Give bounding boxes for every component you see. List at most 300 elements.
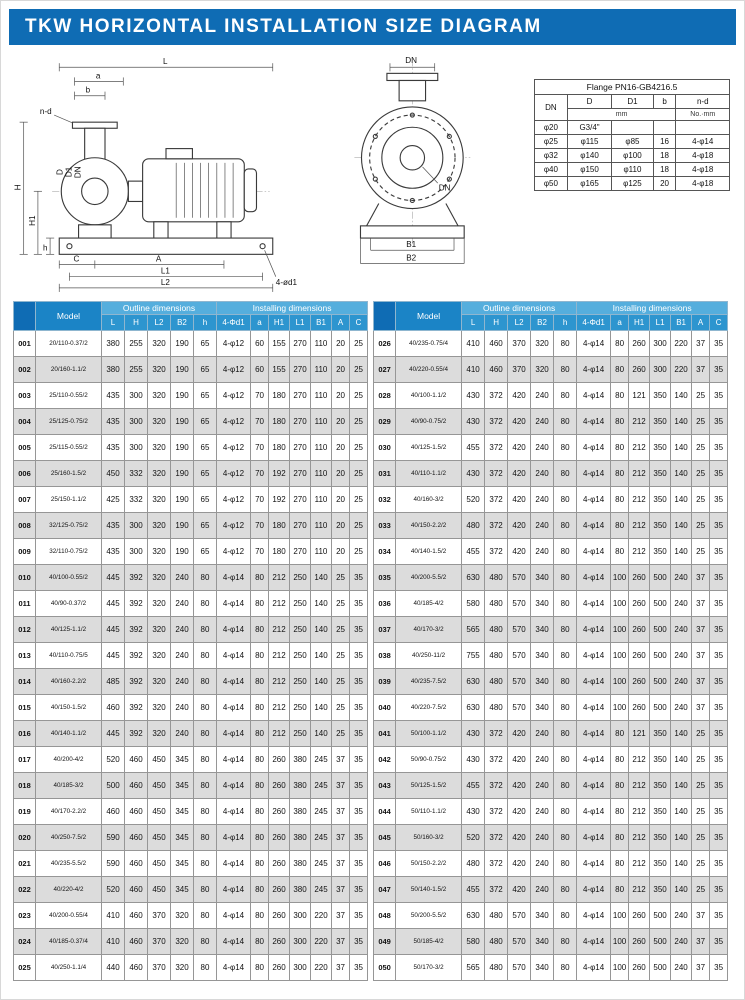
value-cell: 80 xyxy=(251,799,269,825)
value-cell: 4-φ14 xyxy=(217,747,251,773)
outline-group-header: Outline dimensions xyxy=(102,302,217,315)
value-cell: 80 xyxy=(251,565,269,591)
value-cell: 350 xyxy=(650,435,671,461)
value-cell: 520 xyxy=(102,747,125,773)
value-cell: 4-φ14 xyxy=(577,591,611,617)
value-cell: 500 xyxy=(650,591,671,617)
value-cell: 80 xyxy=(554,851,577,877)
model-cell: 40/220-7.5/2 xyxy=(396,695,462,721)
value-cell: 37 xyxy=(692,565,710,591)
value-cell: 565 xyxy=(462,955,485,981)
value-cell: 37 xyxy=(692,695,710,721)
value-cell: 300 xyxy=(125,539,148,565)
value-cell: 212 xyxy=(269,591,290,617)
flange-table-wrap xyxy=(534,79,730,191)
value-cell: 212 xyxy=(629,487,650,513)
value-cell: 630 xyxy=(462,695,485,721)
table-row xyxy=(14,851,368,877)
value-cell: 392 xyxy=(125,721,148,747)
model-cell: 40/185-0.37/4 xyxy=(36,929,102,955)
value-cell: 4-φ14 xyxy=(217,591,251,617)
value-cell: 80 xyxy=(554,461,577,487)
flange-value-cell: 20 xyxy=(653,177,676,191)
value-cell: 392 xyxy=(125,617,148,643)
value-cell: 80 xyxy=(194,799,217,825)
drawings-section xyxy=(9,45,736,295)
value-cell: 80 xyxy=(251,617,269,643)
value-cell: 500 xyxy=(650,929,671,955)
row-number: 015 xyxy=(14,695,36,721)
value-cell: 121 xyxy=(629,721,650,747)
model-cell: 40/160-2.2/2 xyxy=(36,669,102,695)
value-cell: 20 xyxy=(332,409,350,435)
value-cell: 372 xyxy=(485,877,508,903)
col-C: C xyxy=(350,315,368,331)
value-cell: 4-φ12 xyxy=(217,409,251,435)
value-cell: 420 xyxy=(508,513,531,539)
value-cell: 25 xyxy=(692,721,710,747)
value-cell: 20 xyxy=(332,487,350,513)
value-cell: 245 xyxy=(311,773,332,799)
value-cell: 80 xyxy=(194,903,217,929)
value-cell: 80 xyxy=(611,487,629,513)
value-cell: 4-φ14 xyxy=(577,799,611,825)
value-cell: 37 xyxy=(692,903,710,929)
value-cell: 460 xyxy=(485,357,508,383)
table-row xyxy=(14,409,368,435)
value-cell: 240 xyxy=(671,669,692,695)
value-cell: 65 xyxy=(194,539,217,565)
value-cell: 80 xyxy=(251,669,269,695)
value-cell: 35 xyxy=(350,799,368,825)
value-cell: 240 xyxy=(671,643,692,669)
flange-row xyxy=(535,135,730,149)
value-cell: 80 xyxy=(194,721,217,747)
value-cell: 460 xyxy=(485,331,508,357)
value-cell: 140 xyxy=(311,565,332,591)
value-cell: 4-φ14 xyxy=(217,643,251,669)
table-row xyxy=(14,539,368,565)
col-B1: B1 xyxy=(671,315,692,331)
model-cell: 20/110-0.37/2 xyxy=(36,331,102,357)
value-cell: 245 xyxy=(311,747,332,773)
value-cell: 100 xyxy=(611,643,629,669)
value-cell: 80 xyxy=(554,955,577,981)
col-B1: B1 xyxy=(311,315,332,331)
value-cell: 345 xyxy=(171,747,194,773)
value-cell: 35 xyxy=(710,955,728,981)
value-cell: 80 xyxy=(194,565,217,591)
value-cell: 435 xyxy=(102,383,125,409)
value-cell: 35 xyxy=(710,617,728,643)
value-cell: 140 xyxy=(671,773,692,799)
value-cell: 320 xyxy=(148,591,171,617)
value-cell: 4-φ14 xyxy=(577,409,611,435)
value-cell: 240 xyxy=(531,799,554,825)
value-cell: 345 xyxy=(171,877,194,903)
value-cell: 80 xyxy=(611,383,629,409)
value-cell: 245 xyxy=(311,851,332,877)
model-cell: 50/185-4/2 xyxy=(396,929,462,955)
value-cell: 320 xyxy=(171,955,194,981)
value-cell: 240 xyxy=(531,409,554,435)
value-cell: 245 xyxy=(311,825,332,851)
model-header: Model xyxy=(396,302,462,331)
value-cell: 25 xyxy=(692,461,710,487)
dim-label-D1: D1 xyxy=(64,166,74,178)
value-cell: 20 xyxy=(332,513,350,539)
value-cell: 445 xyxy=(102,721,125,747)
value-cell: 80 xyxy=(251,721,269,747)
value-cell: 220 xyxy=(311,929,332,955)
flange-row xyxy=(535,163,730,177)
value-cell: 37 xyxy=(332,799,350,825)
dim-label-h: h xyxy=(42,243,48,253)
value-cell: 430 xyxy=(462,747,485,773)
value-cell: 80 xyxy=(194,825,217,851)
col-L2: L2 xyxy=(148,315,171,331)
value-cell: 480 xyxy=(485,955,508,981)
value-cell: 250 xyxy=(290,617,311,643)
value-cell: 180 xyxy=(269,539,290,565)
value-cell: 80 xyxy=(554,591,577,617)
value-cell: 60 xyxy=(251,357,269,383)
flange-col-nd: n-d xyxy=(676,95,730,109)
value-cell: 340 xyxy=(531,955,554,981)
value-cell: 240 xyxy=(531,851,554,877)
value-cell: 270 xyxy=(290,383,311,409)
value-cell: 372 xyxy=(485,487,508,513)
value-cell: 190 xyxy=(171,357,194,383)
row-number: 018 xyxy=(14,773,36,799)
value-cell: 460 xyxy=(102,695,125,721)
value-cell: 392 xyxy=(125,565,148,591)
value-cell: 25 xyxy=(692,825,710,851)
value-cell: 140 xyxy=(671,461,692,487)
value-cell: 140 xyxy=(671,747,692,773)
flange-dn-cell: φ25 xyxy=(535,135,568,149)
value-cell: 372 xyxy=(485,383,508,409)
value-cell: 4-φ14 xyxy=(217,877,251,903)
value-cell: 460 xyxy=(102,799,125,825)
value-cell: 430 xyxy=(462,721,485,747)
value-cell: 350 xyxy=(650,747,671,773)
page-title-text: TKW HORIZONTAL INSTALLATION SIZE DIAGRAM xyxy=(25,16,542,37)
value-cell: 435 xyxy=(102,435,125,461)
value-cell: 570 xyxy=(508,669,531,695)
value-cell: 455 xyxy=(462,773,485,799)
value-cell: 340 xyxy=(531,565,554,591)
model-cell: 32/110-0.75/2 xyxy=(36,539,102,565)
value-cell: 4-φ14 xyxy=(217,851,251,877)
value-cell: 140 xyxy=(671,409,692,435)
pump-side-view-drawing xyxy=(11,51,321,295)
value-cell: 370 xyxy=(148,903,171,929)
value-cell: 37 xyxy=(332,773,350,799)
row-number: 028 xyxy=(374,383,396,409)
value-cell: 480 xyxy=(485,565,508,591)
value-cell: 192 xyxy=(269,461,290,487)
value-cell: 270 xyxy=(290,435,311,461)
value-cell: 240 xyxy=(671,929,692,955)
value-cell: 350 xyxy=(650,773,671,799)
model-cell: 40/250-1.1/4 xyxy=(36,955,102,981)
value-cell: 25 xyxy=(332,591,350,617)
table-row xyxy=(14,643,368,669)
value-cell: 372 xyxy=(485,825,508,851)
value-cell: 80 xyxy=(554,357,577,383)
value-cell: 380 xyxy=(102,331,125,357)
model-header: Model xyxy=(36,302,102,331)
value-cell: 25 xyxy=(692,773,710,799)
value-cell: 320 xyxy=(148,357,171,383)
table-row xyxy=(14,617,368,643)
value-cell: 4-φ12 xyxy=(217,461,251,487)
install-group-header: Installing dimensions xyxy=(217,302,368,315)
value-cell: 455 xyxy=(462,539,485,565)
row-number: 017 xyxy=(14,747,36,773)
model-cell: 50/90-0.75/2 xyxy=(396,747,462,773)
model-cell: 50/150-2.2/2 xyxy=(396,851,462,877)
value-cell: 570 xyxy=(508,929,531,955)
table-row xyxy=(14,669,368,695)
value-cell: 380 xyxy=(102,357,125,383)
value-cell: 80 xyxy=(251,747,269,773)
value-cell: 480 xyxy=(485,617,508,643)
model-cell: 40/140-1.5/2 xyxy=(396,539,462,565)
value-cell: 180 xyxy=(269,513,290,539)
value-cell: 140 xyxy=(671,487,692,513)
model-cell: 40/170-3/2 xyxy=(396,617,462,643)
value-cell: 80 xyxy=(251,591,269,617)
value-cell: 445 xyxy=(102,617,125,643)
col-L1: L1 xyxy=(650,315,671,331)
model-cell: 50/140-1.5/2 xyxy=(396,877,462,903)
value-cell: 25 xyxy=(350,461,368,487)
row-number: 013 xyxy=(14,643,36,669)
row-number: 001 xyxy=(14,331,36,357)
value-cell: 140 xyxy=(671,721,692,747)
dim-label-B1: B1 xyxy=(406,240,417,250)
value-cell: 4-φ14 xyxy=(217,955,251,981)
value-cell: 220 xyxy=(671,357,692,383)
value-cell: 4-φ14 xyxy=(577,487,611,513)
value-cell: 4-φ14 xyxy=(577,331,611,357)
value-cell: 80 xyxy=(194,929,217,955)
value-cell: 240 xyxy=(531,487,554,513)
value-cell: 35 xyxy=(710,799,728,825)
table-row xyxy=(14,357,368,383)
table-row xyxy=(374,539,728,565)
value-cell: 25 xyxy=(350,409,368,435)
value-cell: 190 xyxy=(171,383,194,409)
value-cell: 65 xyxy=(194,435,217,461)
value-cell: 25 xyxy=(350,539,368,565)
value-cell: 270 xyxy=(290,513,311,539)
value-cell: 190 xyxy=(171,435,194,461)
flange-value-cell: 4-φ18 xyxy=(676,177,730,191)
value-cell: 212 xyxy=(629,747,650,773)
value-cell: 35 xyxy=(350,643,368,669)
value-cell: 35 xyxy=(710,539,728,565)
table-row xyxy=(14,565,368,591)
dim-label-H: H xyxy=(13,184,23,191)
flange-dn-cell: φ20 xyxy=(535,121,568,135)
flange-value-cell xyxy=(612,121,653,135)
install-group-header: Installing dimensions xyxy=(577,302,728,315)
table-row xyxy=(374,357,728,383)
value-cell: 570 xyxy=(508,695,531,721)
row-number: 012 xyxy=(14,617,36,643)
value-cell: 80 xyxy=(611,539,629,565)
value-cell: 25 xyxy=(350,487,368,513)
value-cell: 190 xyxy=(171,461,194,487)
value-cell: 212 xyxy=(269,617,290,643)
value-cell: 35 xyxy=(710,461,728,487)
value-cell: 35 xyxy=(350,929,368,955)
flange-col-b: b xyxy=(653,95,676,109)
value-cell: 245 xyxy=(311,799,332,825)
value-cell: 220 xyxy=(311,955,332,981)
value-cell: 435 xyxy=(102,513,125,539)
value-cell: 155 xyxy=(269,331,290,357)
value-cell: 350 xyxy=(650,799,671,825)
row-number: 002 xyxy=(14,357,36,383)
table-row xyxy=(374,877,728,903)
value-cell: 80 xyxy=(251,695,269,721)
model-cell: 50/110-1.1/2 xyxy=(396,799,462,825)
value-cell: 37 xyxy=(692,643,710,669)
value-cell: 240 xyxy=(671,591,692,617)
value-cell: 392 xyxy=(125,643,148,669)
value-cell: 35 xyxy=(710,773,728,799)
dim-label-C: C xyxy=(73,254,80,264)
table-row xyxy=(14,695,368,721)
value-cell: 300 xyxy=(290,929,311,955)
model-cell: 50/160-3/2 xyxy=(396,825,462,851)
value-cell: 35 xyxy=(710,851,728,877)
value-cell: 372 xyxy=(485,461,508,487)
value-cell: 20 xyxy=(332,539,350,565)
value-cell: 4-φ14 xyxy=(577,461,611,487)
value-cell: 755 xyxy=(462,643,485,669)
value-cell: 445 xyxy=(102,565,125,591)
value-cell: 80 xyxy=(554,539,577,565)
value-cell: 35 xyxy=(710,565,728,591)
value-cell: 250 xyxy=(290,643,311,669)
value-cell: 35 xyxy=(710,591,728,617)
model-cell: 40/185-3/2 xyxy=(36,773,102,799)
value-cell: 4-φ14 xyxy=(217,773,251,799)
col-L: L xyxy=(462,315,485,331)
col-h: h xyxy=(554,315,577,331)
value-cell: 392 xyxy=(125,591,148,617)
value-cell: 121 xyxy=(629,383,650,409)
value-cell: 20 xyxy=(332,435,350,461)
value-cell: 340 xyxy=(531,929,554,955)
value-cell: 25 xyxy=(692,877,710,903)
value-cell: 80 xyxy=(554,747,577,773)
value-cell: 570 xyxy=(508,617,531,643)
value-cell: 80 xyxy=(251,903,269,929)
dim-label-b: b xyxy=(85,85,91,95)
value-cell: 100 xyxy=(611,565,629,591)
flange-unit-mm: mm xyxy=(567,109,676,121)
value-cell: 630 xyxy=(462,565,485,591)
value-cell: 590 xyxy=(102,825,125,851)
value-cell: 37 xyxy=(692,357,710,383)
value-cell: 580 xyxy=(462,591,485,617)
value-cell: 240 xyxy=(171,695,194,721)
value-cell: 110 xyxy=(311,461,332,487)
value-cell: 372 xyxy=(485,799,508,825)
value-cell: 4-φ14 xyxy=(577,383,611,409)
value-cell: 4-φ12 xyxy=(217,357,251,383)
value-cell: 25 xyxy=(350,435,368,461)
value-cell: 20 xyxy=(332,331,350,357)
flange-dn-cell: φ40 xyxy=(535,163,568,177)
value-cell: 35 xyxy=(350,617,368,643)
value-cell: 350 xyxy=(650,851,671,877)
col-H1: H1 xyxy=(269,315,290,331)
value-cell: 140 xyxy=(671,799,692,825)
table-row xyxy=(14,435,368,461)
value-cell: 192 xyxy=(269,487,290,513)
model-cell: 50/200-5.5/2 xyxy=(396,903,462,929)
flange-table xyxy=(534,79,730,191)
value-cell: 300 xyxy=(125,383,148,409)
value-cell: 345 xyxy=(171,825,194,851)
value-cell: 20 xyxy=(332,357,350,383)
value-cell: 260 xyxy=(269,929,290,955)
value-cell: 340 xyxy=(531,591,554,617)
value-cell: 4-φ14 xyxy=(217,695,251,721)
value-cell: 565 xyxy=(462,617,485,643)
value-cell: 455 xyxy=(462,877,485,903)
value-cell: 212 xyxy=(629,409,650,435)
value-cell: 4-φ14 xyxy=(217,565,251,591)
row-number: 020 xyxy=(14,825,36,851)
value-cell: 80 xyxy=(611,435,629,461)
value-cell: 370 xyxy=(148,929,171,955)
value-cell: 480 xyxy=(485,695,508,721)
value-cell: 240 xyxy=(531,435,554,461)
value-cell: 350 xyxy=(650,409,671,435)
model-cell: 40/250-11/2 xyxy=(396,643,462,669)
value-cell: 480 xyxy=(485,591,508,617)
value-cell: 500 xyxy=(102,773,125,799)
value-cell: 520 xyxy=(462,487,485,513)
dim-label-DN-front: DN xyxy=(438,183,451,193)
value-cell: 350 xyxy=(650,461,671,487)
value-cell: 35 xyxy=(350,877,368,903)
value-cell: 70 xyxy=(251,487,269,513)
corner-header xyxy=(374,302,396,331)
value-cell: 4-φ14 xyxy=(577,435,611,461)
dim-label-DN: DN xyxy=(73,166,83,179)
value-cell: 380 xyxy=(290,877,311,903)
value-cell: 80 xyxy=(554,669,577,695)
value-cell: 500 xyxy=(650,643,671,669)
value-cell: 35 xyxy=(710,357,728,383)
value-cell: 430 xyxy=(462,409,485,435)
value-cell: 320 xyxy=(148,565,171,591)
flange-value-cell: G3/4" xyxy=(567,121,611,135)
table-row xyxy=(14,383,368,409)
value-cell: 460 xyxy=(125,903,148,929)
value-cell: 4-φ14 xyxy=(577,773,611,799)
value-cell: 260 xyxy=(629,617,650,643)
